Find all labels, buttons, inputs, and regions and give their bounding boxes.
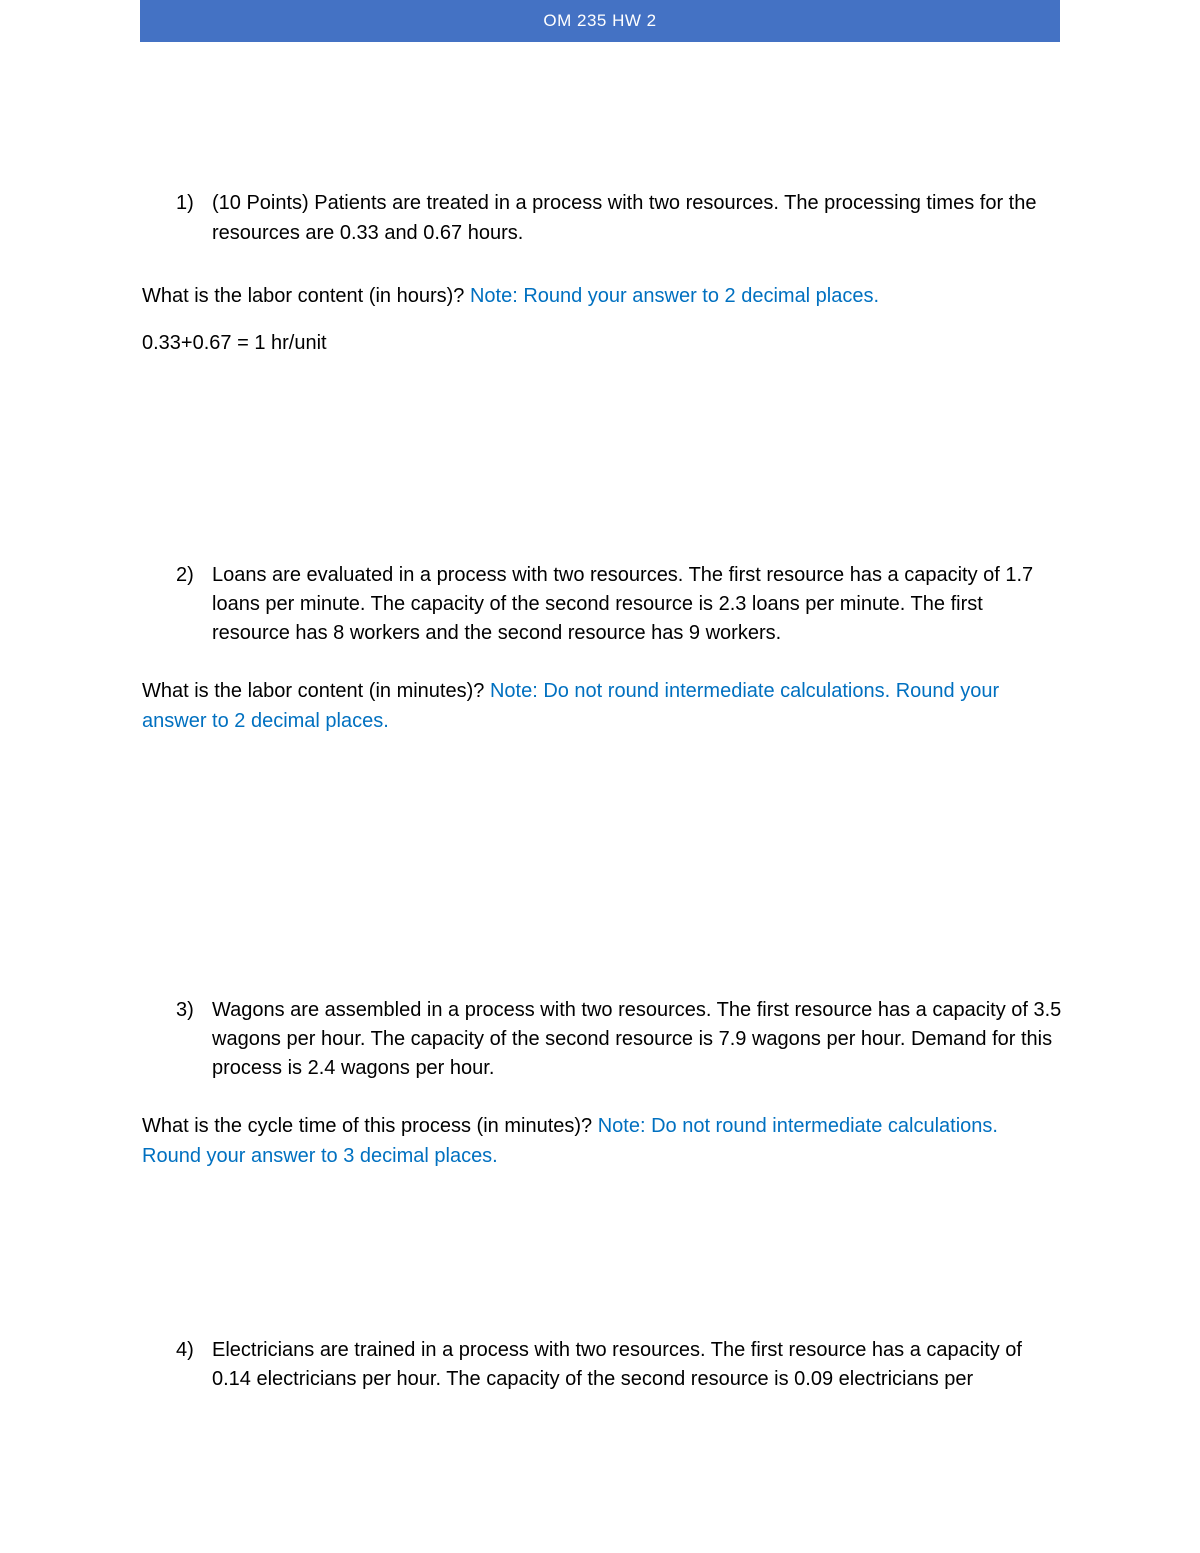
question-text: Electricians are trained in a process with two resources. The first resource has a capacity of 0.14 electricians per hour. The capacity of the second resource is 0.09 electricians per xyxy=(212,1339,1022,1390)
question-number: 3) xyxy=(176,999,194,1021)
prompt-text: What is the labor content (in minutes)? xyxy=(142,680,485,702)
question-text: Wagons are assembled in a process with two resources. The first resource has a capacity of 3.5 wagons per hour. The capacity of the second resource is 7.9 wagons per hour. Demand for this process is 2.4 wagons per hour. xyxy=(212,999,1062,1079)
header-bar xyxy=(140,0,1060,42)
document-title: OM 235 HW 2 xyxy=(543,11,657,30)
question-number: 4) xyxy=(176,1339,194,1361)
question-2-prompt xyxy=(142,676,1062,736)
prompt-note: Note: Round your answer to 2 decimal places. xyxy=(469,285,880,307)
question-number: 2) xyxy=(176,564,194,586)
question-1 xyxy=(176,188,1066,248)
question-1-answer: 0.33+0.67 = 1 hr/unit xyxy=(142,332,327,354)
question-number: 1) xyxy=(176,192,194,214)
question-1-prompt xyxy=(142,281,1062,311)
prompt-note: Note: Do not round intermediate calculations. Round your answer to 3 decimal places. xyxy=(142,1115,998,1167)
prompt-note: Note: Do not round intermediate calculations. Round your answer to 2 decimal places. xyxy=(142,680,1000,732)
question-2 xyxy=(176,561,1066,648)
question-4 xyxy=(176,1336,1066,1394)
question-3-prompt xyxy=(142,1111,1002,1171)
question-text: Loans are evaluated in a process with two resources. The first resource has a capacity of 1.7 loans per minute. The capacity of the second resource is 2.3 loans per minute. The first resource has 8 workers and the second resource has 9 workers. xyxy=(212,564,1034,644)
prompt-text: What is the labor content (in hours)? xyxy=(142,285,465,307)
prompt-text: What is the cycle time of this process (in minutes)? xyxy=(142,1115,593,1137)
question-text: (10 Points) Patients are treated in a process with two resources. The processing times for the resources are 0.33 and 0.67 hours. xyxy=(212,192,1037,244)
question-3 xyxy=(176,996,1066,1083)
